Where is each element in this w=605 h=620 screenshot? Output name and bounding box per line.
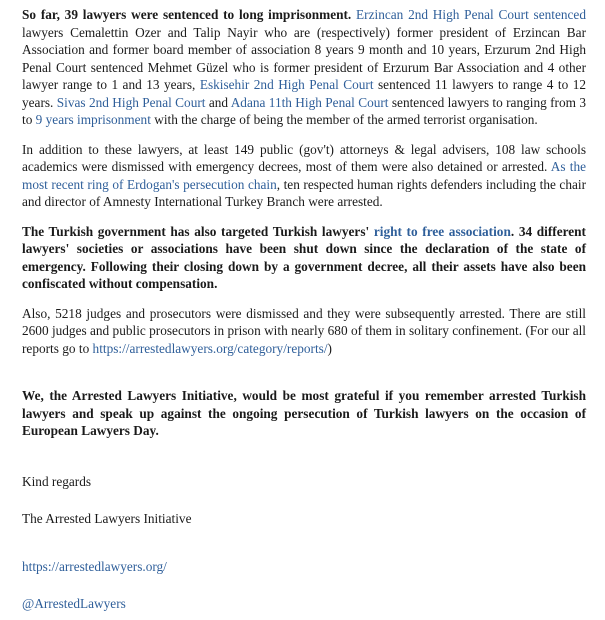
link-erzincan-court[interactable]: Erzincan 2nd High Penal Court sentenced xyxy=(356,7,586,22)
closing-kind-regards: Kind regards xyxy=(22,473,92,489)
text-amnesty: , ten respected human rights defenders including the chair and director of Amnesty International Turkey Branch were arrested. xyxy=(22,176,586,209)
paragraph-associations xyxy=(22,223,586,293)
text-dismissals: In addition to these lawyers, at least 149 public (gov't) attorneys & legal advisers, 108 law schools academics were dismissed with emergency decrees, most of them were also detained or arrested. xyxy=(22,141,586,174)
link-free-association[interactable]: right to free association xyxy=(373,223,511,239)
paragraph-dismissals xyxy=(22,141,586,211)
text-and: and xyxy=(205,94,231,110)
sentence-summary: So far, 39 lawyers were sentenced to long imprisonment. xyxy=(22,7,352,22)
text-ranging: sentenced lawyers to ranging from 3 to xyxy=(22,94,586,127)
link-eskisehir-court[interactable]: Eskisehir 2nd High Penal Court xyxy=(199,77,374,92)
link-sivas-court[interactable]: Sivas 2nd High Penal Court xyxy=(56,94,206,110)
text-shut-down: . 34 different lawyers' societies or associations have been shut down since the declaration of the state of emergency. Following their closing down by a government decree, all their assets have also been confiscated without compensation. xyxy=(22,223,586,291)
text-charge: with the charge of being the member of the armed terrorist organisation. xyxy=(150,112,538,127)
paragraph-sentences xyxy=(22,6,586,129)
paragraph-appeal: We, the Arrested Lawyers Initiative, would be most grateful if you remember arrested Turkish lawyers and speak up against the ongoing persecution of Turkish lawyers on the occasion of European Lawyers Day. xyxy=(22,388,586,438)
paragraph-judges xyxy=(22,305,586,358)
link-website[interactable]: https://arrestedlawyers.org/ xyxy=(22,558,167,574)
link-9-years[interactable]: 9 years imprisonment xyxy=(35,112,151,127)
letter-body xyxy=(22,6,586,613)
link-twitter-handle[interactable]: @ArrestedLawyers xyxy=(22,596,126,611)
text-eskisehir: sentenced 11 lawyers to range 4 to 12 years. xyxy=(22,77,586,110)
text-targeted: The Turkish government has also targeted Turkish lawyers' xyxy=(22,223,374,239)
signature-org: The Arrested Lawyers Initiative xyxy=(22,511,192,526)
text-judges: Also, 5218 judges and prosecutors were dismissed and they were subsequently arrested. There are still 2600 judges and public prosecutors in prison with nearly 680 of them in solitary confinement. (For our all reports go to xyxy=(22,305,586,356)
text-erzincan-erzurum: lawyers Cemalettin Ozer and Talip Nayir who are (respectively) former president of Erzincan Bar Association and former board member of association 8 years 9 month and 10 years, Erzurum 2nd High Penal Court sentenced Mehmet Güzel who is former president of Erzurum Bar Association and 4 other lawyer range to 1 and 13 years, xyxy=(22,24,586,92)
text-close-paren: ) xyxy=(327,340,332,356)
link-adana-court[interactable]: Adana 11th High Penal Court xyxy=(230,94,389,110)
link-reports[interactable]: https://arrestedlawyers.org/category/reports/ xyxy=(92,340,328,356)
link-persecution-chain[interactable]: As the most recent ring of Erdogan's persecution chain xyxy=(22,159,586,192)
